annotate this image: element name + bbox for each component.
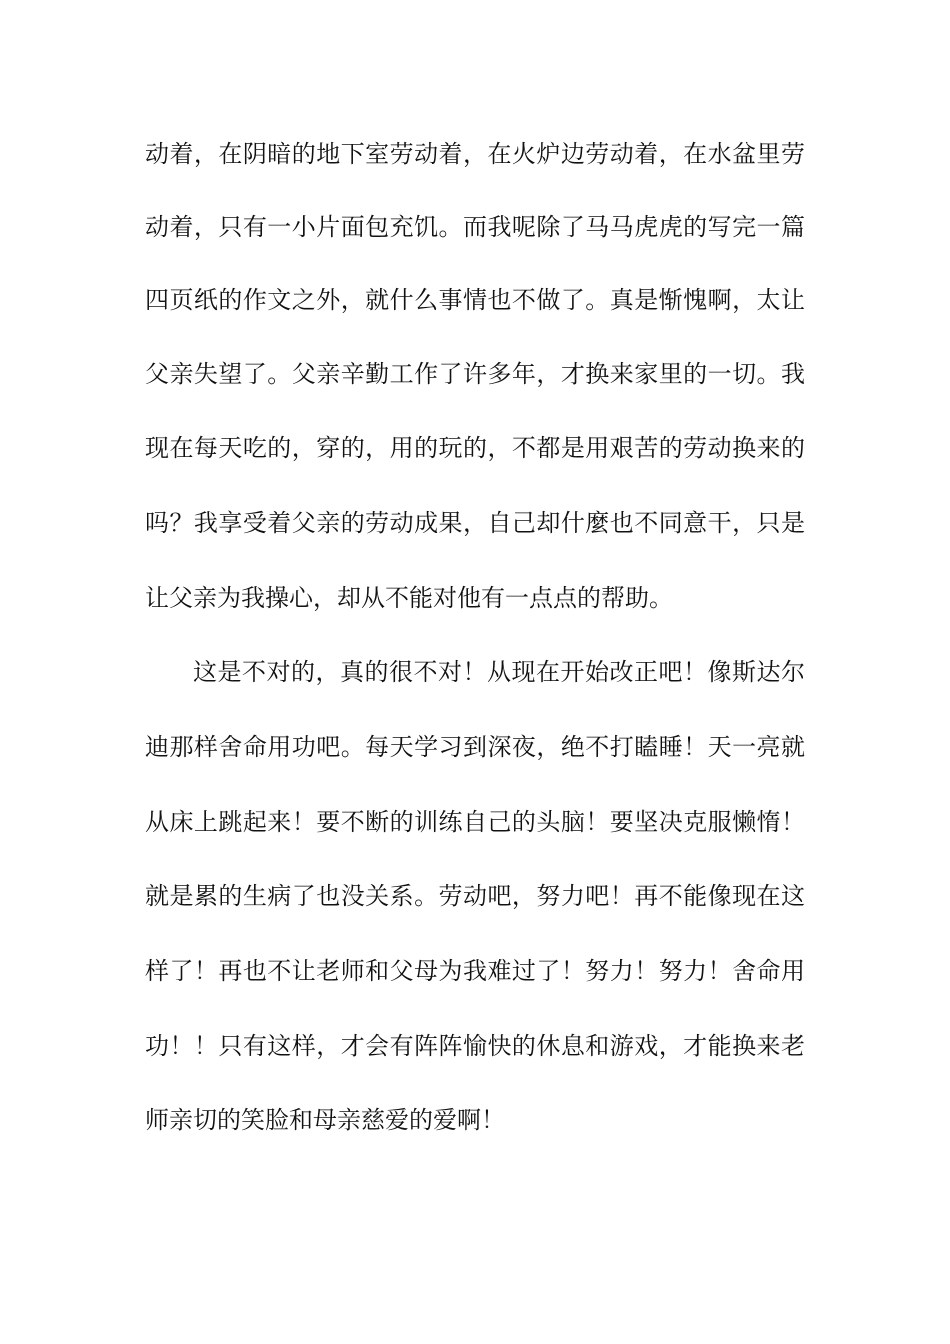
text-line: 四页纸的作文之外，就什么事情也不做了。真是惭愧啊，太让 <box>145 286 805 314</box>
text-line: 现在每天吃的，穿的，用的玩的，不都是用艰苦的劳动换来的 <box>145 434 805 462</box>
text-line: 动着，只有一小片面包充饥。而我呢除了马马虎虎的写完一篇 <box>145 213 805 241</box>
text-line: 师亲切的笑脸和母亲慈爱的爱啊！ <box>145 1106 505 1134</box>
text-line: 吗？我享受着父亲的劳动成果，自己却什麼也不同意干，只是 <box>145 509 805 537</box>
text-line: 就是累的生病了也没关系。劳动吧，努力吧！再不能像现在这 <box>145 882 805 910</box>
text-line: 动着，在阴暗的地下室劳动着，在火炉边劳动着，在水盆里劳 <box>145 140 805 168</box>
text-line: 这是不对的，真的很不对！从现在开始改正吧！像斯达尔 <box>193 658 805 686</box>
text-line: 让父亲为我操心，却从不能对他有一点点的帮助。 <box>145 584 673 612</box>
text-line: 样了！再也不让老师和父母为我难过了！努力！努力！舍命用 <box>145 957 805 985</box>
text-line: 功！！只有这样，才会有阵阵愉快的休息和游戏，才能换来老 <box>145 1032 805 1060</box>
text-line: 父亲失望了。父亲辛勤工作了许多年，才换来家里的一切。我 <box>145 360 805 388</box>
text-line: 迪那样舍命用功吧。每天学习到深夜，绝不打瞌睡！天一亮就 <box>145 733 805 761</box>
text-line: 从床上跳起来！要不断的训练自己的头脑！要坚决克服懒惰！ <box>145 808 805 836</box>
